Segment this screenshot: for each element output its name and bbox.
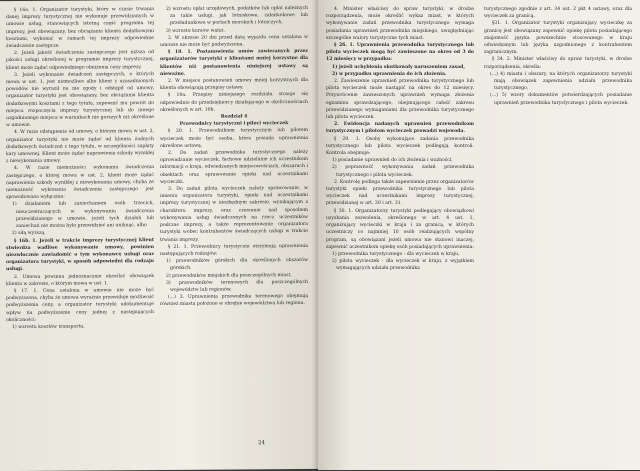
paragraph: § 26. 1. Uprawnienia przewodnika turystycznego lub pilota wycieczek mogą być zawieszone na okres od 3 do 12 miesięcy w przypadku: xyxy=(326,43,474,63)
paragraph: 2. Ewidencja nadanych uprawnień przewodnikom turystycznym i pilotom wycieczek prowadzi wojewoda. xyxy=(326,122,474,135)
paragraph: 4. W razie niemożności wykonania świadczenia zastępczego, o której mowa w ust. 2, klient może żądać naprawienia szkody wynikłej z niewykonania umowy, chyba że niemożność wykonania świadczenia zastępczego jest spowodowana wyłącznie: xyxy=(6,165,154,201)
paragraph: turystycznego zgodnie z art. 34 ust. 2 pkt 4 ustawy, oraz dla wycieczek za granicą. xyxy=(484,7,632,20)
paragraph: 2. Do zadań przewodnika turystycznego należy oprowadzanie wycieczek, fachowe udzielanie ich uczestnikom informacji o kraju, odwiedzanych miejscowościach, obszarach i obiektach oraz sprawowanie opieki nad uczestnikami wycieczki. xyxy=(160,150,308,185)
paragraph: § 20. 1. Przewodnikiem turystycznym lub pilotem wycieczek może być osoba, która posiada uprawnienia określone ustawą. xyxy=(160,128,308,149)
paragraph: § 21. 1. Przewodnicy turystyczni otrzymują uprawnienia następujących rodzajów: xyxy=(160,243,308,257)
paragraph: § 17. 1. Cena ustalona w umowie nie może być podwyższona, chyba że umowa wyraźnie przewiduje możliwość podwyższenia ceny, a organizator turystyki udokumentuje wpływ na podwyższenie ceny jednej z następujących okoliczności: xyxy=(6,287,154,323)
paragraph: § 34. 2. Minister właściwy do spraw turystyki, w drodze rozporządzenia, określa: xyxy=(484,57,632,70)
paragraph: §31. 1. Organizator turystyki organizujący wycieczkę za granicę jest obowiązany zapewnić opiekę pilota posiadającego znajomość języka powszechnie stosowanego w kraju odwiedzanym lub języka uzgodnionego z kontrahentem zagranicznym. xyxy=(484,21,632,56)
paragraph: 1) przewodnika turystycznego - dla wycieczek w kraju, xyxy=(332,251,460,257)
paragraph: § 18. 1. Postanowienia umów zawieranych przez organizatorów turystyki z klientami mniej korzystne dla klientów niż postanowienia niniejszej ustawy są nieważne. xyxy=(160,49,308,77)
paragraph: 2) wzrostu opłat urzędowych, podatków lub opłat należnych za takie usługi, jak lotniskowe, załadunkowe lub przeładunkowe w portach morskich i lotniczych, xyxy=(166,5,308,27)
paragraph: 3) wzrostu kursów walut. xyxy=(166,28,225,34)
paragraph: § 16b. 1. Jeżeli w trakcie imprezy turystycznej klient stwierdza wadliwe wykonywanie umowy, powinien niezwłocznie zawiadomić o tym wykonawcę usługi oraz organizatora turystyki, w sposób odpowiedni dla rodzaju usługi. xyxy=(6,237,154,273)
left-page-column-1 xyxy=(6,6,154,331)
paragraph: (...) 4) miasta i obszary, na których organizatorzy turystyki mają obowiązek zapewnienia udziału przewodnika turystycznego, xyxy=(490,71,632,92)
paragraph: 2. Jeżeli jakość świadczenia zastępczego jest niższa od jakości usługi określonej w programie imprezy turystycznej, klient może żądać odpowiedniego obniżenia ceny imprezy. xyxy=(6,50,154,71)
paragraph: Przewodnicy turystyczni i piloci wycieczek xyxy=(179,121,289,128)
right-page-column-1 xyxy=(326,6,474,273)
paragraph: 3. Jeżeli wykonanie świadczeń zastępczych, o których mowa w ust. 1, jest niemożliwe albo klient z uzasadnionych powodów nie wyraził na nie zgody i odstąpił od umowy, organizator turystyki jest obowiązany, bez obciążania klienta dodatkowymi kosztami z tego tytułu, zapewnić mu powrót do miejsca rozpoczęcia imprezy turystycznej lub do innego uzgodnionego miejsca w warunkach nie gorszych niż określone w umowie. xyxy=(6,71,154,129)
paragraph: 2) przewodników miejskich dla poszczególnych miast, xyxy=(166,272,292,279)
paragraph: 1) posiadanie uprawnień do ich złożenia i ważności, xyxy=(332,158,453,164)
left-page-column-2 xyxy=(160,5,308,309)
paragraph: 4. Minister właściwy do spraw turystyki, w drodze rozporządzenia, może określić wykaz miast, w których wykonywanie zadań przewodnika turystycznego wymaga posiadania uprawnień przewodnika miejskiego, uwzględniając szczególne walory turystyczne tych miast. xyxy=(326,7,474,41)
right-page-column-2 xyxy=(484,6,632,107)
paragraph: § 16a. 1. Organizator turystyki, który w czasie trwania danej imprezy turystycznej nie wykonuje przewidzianych w umowie usług, stanowiących istotną część programu tej imprezy, jest obowiązany, bez obciążania klienta dodatkowymi kosztami, wykonać w ramach tej imprezy odpowiednie świadczenie zastępcze. xyxy=(6,7,154,50)
paragraph: 2. Zawieszenie uprawnień przewodnika turystycznego lub pilota wycieczek może nastąpić na okres do 12 miesięcy. Przywrócenie zawieszonych uprawnień wymaga złożenia egzaminu sprawdzającego, obejmującego całość zakresu przewidzianego wymaganiami dla przewodnika turystycznego lub pilota wycieczek. xyxy=(326,79,474,121)
paragraph: § 18a. Przepisy niniejszego rozdziału stosuje się odpowiednio do przedsiębiorcy działającego w okolicznościach określonych w art. 10b. xyxy=(160,92,308,113)
paragraph: 3. Do zadań pilota wycieczek należy sprawowanie, w imieniu organizatora turystyki, opieki nad uczestnikami imprezy turystycznej w niezbędnym zakresie, wynikającym z charakteru imprezy, oraz czuwanie nad sposobem wykonywania usług świadczonych na rzecz uczestników podczas imprezy, a także reprezentowanie organizatora turystyki wobec kontrahentów świadczących usługi w trakcie trwania imprezy. xyxy=(160,186,308,243)
paragraph: Rozdział 4 xyxy=(220,114,248,120)
paragraph: 2. Kontrolę podlega także zapewnienie przez organizatorów turystyki opieki przewodnika turystycznego lub pilota wycieczek nad uczestnikami imprezy turystycznej, przewidzianej w art. 30 i art. 31. xyxy=(326,179,474,207)
paragraph: 2. Umowa powinna jednoznacznie określać obowiązek klienta w zakresie, o którym mowa w ust. 1. xyxy=(6,273,154,287)
paragraph: (...) 5) wzory dokumentów potwierdzających posiadanie uprawnień przewodnika turystycznego i pilota wycieczek. xyxy=(490,93,632,106)
paragraph: 1) jeżeli uchybienia skutkowały naruszeniem zasad, xyxy=(332,64,465,70)
page-number: 24 xyxy=(258,440,265,447)
paragraph: 2. W okresie 20 dni przed datą wyjazdu cena ustalona w umowie nie może być podwyższona. xyxy=(160,34,308,49)
paragraph: 2) w przypadku uprawnienia do ich złożenia. xyxy=(332,71,447,77)
paragraph: § 29. 1. Osoby wykonujące zadania przewodnika turystycznego lub pilota wycieczek podlegają kontroli. Kontrola obejmuje: xyxy=(326,136,474,157)
paragraph: 1) wzrostu kosztów transportu, xyxy=(12,324,85,330)
paragraph: 2) siłą wyższą. xyxy=(12,231,46,237)
left-page xyxy=(0,0,318,471)
paragraph: 2) poprawność wykonywania zadań przewodnika turystycznego i pilota wycieczek. xyxy=(332,165,474,178)
paragraph: 1) przewodników górskich dla określonych obszarów górskich, xyxy=(166,258,308,272)
paragraph: 3) przewodników terenowych dla poszczególnych województw lub regionów. xyxy=(166,279,308,293)
right-page xyxy=(318,0,640,470)
paragraph: 4. W razie odstąpienia od umowy, o którym mowa w ust. 2, organizator turystyki nie może żądać od klienta żadnych dodatkowych świadczeń z tego tytułu, w szczególności zapłaty kary umownej. Klient może żądać naprawienia szkody wynikłej z niewykonania umowy. xyxy=(6,129,154,165)
paragraph: § 30. 1. Organizatorzy turystyki podlegający obowiązkowi uzyskania zezwolenia, określonego w art. 4 ust. 1, organizujący wycieczki w kraju i za granicą, w których uczestniczy co najmniej 10 osób realizujących wspólny program, są obowiązani jeżeli umowa nie stanowi inaczej, zapewnić uczestnikom opiekę osób posiadających uprawnienia: xyxy=(326,208,474,250)
paragraph: 2. W miejsce postanowień umowy mniej korzystnych dla klienta obowiązują przepisy ustawy. xyxy=(160,77,308,92)
paragraph: (...) 3. Uprawnienia przewodnika terenowego obejmują również miasta położone w obrębie województwa lub regionu. xyxy=(160,294,308,308)
paragraph: 2) pilota wycieczek - dla wycieczek w kraju, z wyjątkiem wymagających udziału przewodnika xyxy=(332,259,474,272)
paragraph: 1) działaniem lub zaniechaniem osób trzecich, nieuczestniczących w wykonywaniu świadczenia przewidzianego w umowie, jeżeli tych działań lub zaniechań nie można było przewidzieć ani uniknąć, albo xyxy=(12,201,154,230)
